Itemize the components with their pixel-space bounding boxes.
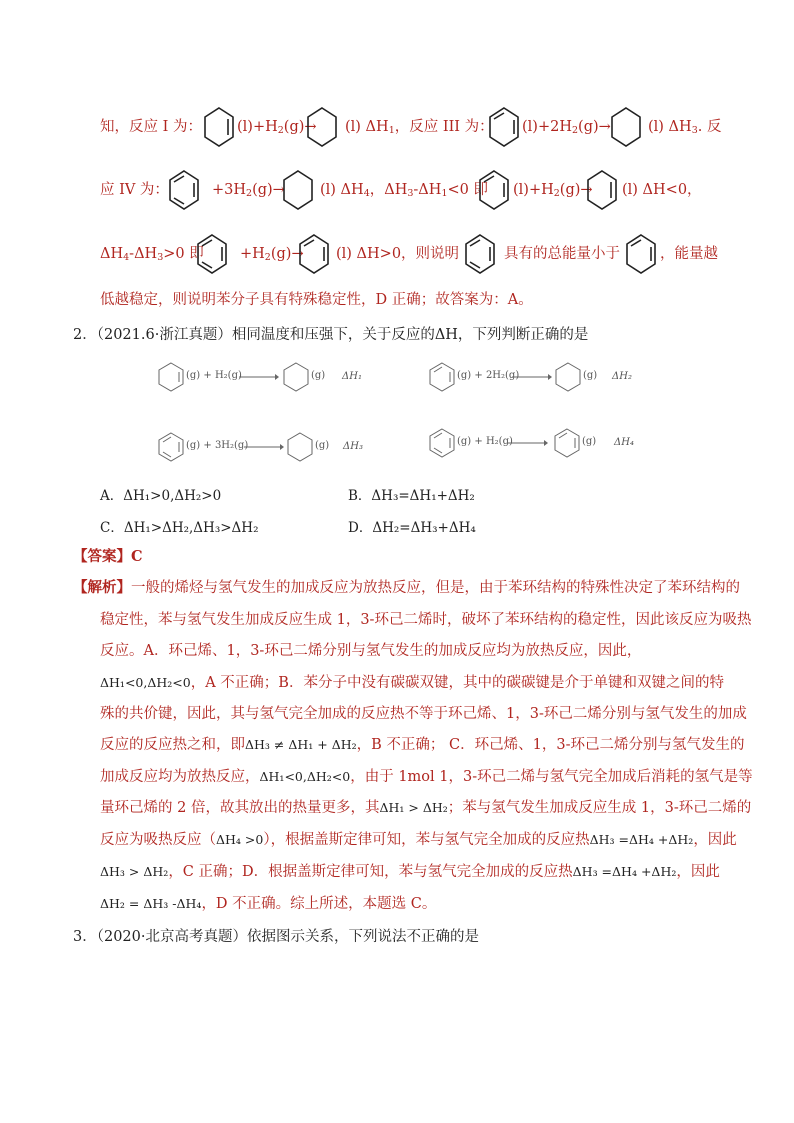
text: +3H: [212, 182, 247, 198]
formula: ΔH₂ = ΔH₃ -ΔH₄: [100, 896, 202, 911]
benzene-structure: [429, 428, 455, 458]
text: ΔH₄: [614, 437, 634, 448]
text: -ΔH: [129, 246, 158, 262]
arrow-icon: [239, 373, 279, 381]
benzene-structure: [168, 169, 200, 211]
cyclohexadiene-structure: [478, 169, 510, 211]
cyclohexane-structure: [283, 362, 309, 392]
text: (g): [311, 370, 326, 381]
cyclohexadiene-structure: [625, 233, 657, 275]
text: 低越稳定，则说明苯分子具有特殊稳定性，D 正确；故答案为：A。: [100, 292, 533, 308]
text: ，因此: [693, 832, 737, 848]
cyclohexadiene-structure: [298, 233, 330, 275]
text: (g) + 3H₂(g): [186, 440, 249, 451]
option-b[interactable]: B．ΔH₃=ΔH₁+ΔH₂: [348, 488, 475, 504]
text: ，C 正确；D．根据盖斯定律可知，苯与氢气完全加成的反应热: [168, 864, 573, 880]
formula: ΔH₃ =ΔH₄ +ΔH₂: [589, 832, 694, 847]
formula: ΔH₃ =ΔH₄ +ΔH₂: [572, 864, 677, 879]
cyclohexane-structure: [306, 106, 338, 148]
text: 具有的总能量小于: [504, 246, 620, 262]
text: ，B 不正确； C．环己烯、1，3-环己二烯分别与氢气发生的: [356, 737, 745, 753]
text: (g) + 2H₂(g): [457, 370, 520, 381]
text: (l)+2H: [522, 119, 572, 135]
question-3-stem: 3．（2020·北京高考真题）依据图示关系，下列说法不正确的是: [73, 929, 479, 945]
text: 稳定性，苯与氢气发生加成反应生成 1，3-环己二烯时，破坏了苯环结构的稳定性，因此该反应为吸热: [100, 612, 752, 628]
formula: ΔH₃ > ΔH₂: [100, 864, 169, 879]
cyclohexadiene-structure: [488, 106, 520, 148]
text: <0 即: [447, 182, 488, 198]
text: (l)+H: [237, 119, 278, 135]
cyclohexane-structure: [610, 106, 642, 148]
question-stem: 2．（2021.6·浙江真题）相同温度和压强下，关于反应的ΔH，下列判断正确的是: [73, 327, 589, 343]
text: (l) ΔH: [648, 119, 692, 135]
answer-value: C: [131, 548, 143, 565]
text: (g)→: [578, 119, 611, 135]
text: 一般的烯烃与氢气发生的加成反应为放热反应，但是，由于苯环结构的特殊性决定了苯环结构的: [131, 580, 740, 596]
text: ，由于 1mol 1，3-环己二烯与氢气完全加成后消耗的氢气是等: [350, 769, 753, 785]
text: ，反应 III 为：: [394, 119, 494, 135]
arrow-icon: [512, 373, 552, 381]
option-a[interactable]: A．ΔH₁>0,ΔH₂>0: [100, 488, 222, 504]
text: ΔH: [100, 246, 124, 262]
text: 加成反应均为放热反应，: [100, 769, 260, 785]
text: -ΔH: [413, 182, 442, 198]
cyclohexane-structure: [282, 169, 314, 211]
formula: ΔH₁ > ΔH₂: [379, 800, 448, 815]
option-d[interactable]: D．ΔH₂=ΔH₃+ΔH₄: [348, 520, 476, 536]
text: 量环己烯的 2 倍，故其放出的热量更多，其: [100, 800, 380, 816]
analysis-tag: 【解析】: [73, 579, 131, 596]
text: (g): [583, 370, 598, 381]
benzene-structure: [196, 233, 228, 275]
text: ），根据盖斯定律可知，苯与氢气完全加成的反应热: [263, 832, 590, 848]
formula: ΔH₃ ≠ ΔH₁ + ΔH₂: [245, 737, 357, 752]
text: (l) ΔH: [320, 182, 364, 198]
text: ，ΔH: [369, 182, 408, 198]
arrow-icon: [508, 439, 548, 447]
text: 应 IV 为：: [100, 182, 169, 198]
text: ΔH₁: [342, 371, 362, 382]
text: (g): [315, 440, 330, 451]
text: . 反: [697, 119, 722, 135]
option-c[interactable]: C．ΔH₁>ΔH₂,ΔH₃>ΔH₂: [100, 520, 259, 536]
text: >0 即: [163, 246, 204, 262]
cyclohexene-structure: [158, 362, 184, 392]
text: ，因此: [676, 864, 720, 880]
text: (g)→: [270, 246, 304, 262]
text: ΔH₂: [612, 371, 632, 382]
text: ，D 不正确。综上所述，本题选 C。: [201, 896, 437, 912]
text: 反应的反应热之和，即: [100, 737, 245, 753]
text: ，A 不正确；B．苯分子中没有碳碳双键，其中的碳碳键是介于单键和双键之间的特: [190, 675, 724, 691]
cyclohexadiene-structure: [429, 362, 455, 392]
formula: ΔH₁<0,ΔH₂<0: [259, 769, 351, 784]
formula: ΔH₁<0,ΔH₂<0: [100, 675, 191, 690]
text: (g) + H₂(g): [186, 370, 242, 381]
text: (g)→: [559, 182, 593, 198]
benzene-structure: [158, 432, 184, 462]
arrow-icon: [244, 443, 284, 451]
formula: ΔH₄ >0: [216, 832, 264, 847]
cyclohexane-structure: [555, 362, 581, 392]
cyclohexene-structure: [586, 169, 618, 211]
text: (l) ΔH: [345, 119, 389, 135]
cyclohexene-structure: [203, 106, 235, 148]
text: (l) ΔH<0，: [622, 182, 702, 198]
text: (g)→: [283, 119, 317, 135]
text: ，能量越: [660, 246, 718, 262]
cyclohexadiene-structure: [554, 428, 580, 458]
text: ；苯与氢气发生加成反应生成 1，3-环己二烯的: [447, 800, 752, 816]
text: 知，反应 I 为：: [100, 119, 202, 135]
text: (l)+H: [513, 182, 554, 198]
cyclohexane-structure: [287, 432, 313, 462]
text: 反应为吸热反应（: [100, 832, 216, 848]
text: (g): [582, 436, 597, 447]
text: (g) + H₂(g): [457, 436, 513, 447]
text: ΔH₃: [343, 441, 363, 452]
text: (l) ΔH>0，则说明: [336, 246, 460, 262]
answer-tag: 【答案】: [73, 548, 131, 565]
text: (g)→: [252, 182, 285, 198]
text: 殊的共价键，因此，其与氢气完全加成的反应热不等于环己烯、1，3-环己二烯分别与氢气发生的加成: [100, 706, 747, 722]
text: +H: [240, 246, 265, 262]
text: 反应。A．环己烯、1，3-环己二烯分别与氢气发生的加成反应均为放热反应，因此，: [100, 643, 642, 659]
benzene-structure: [464, 233, 496, 275]
